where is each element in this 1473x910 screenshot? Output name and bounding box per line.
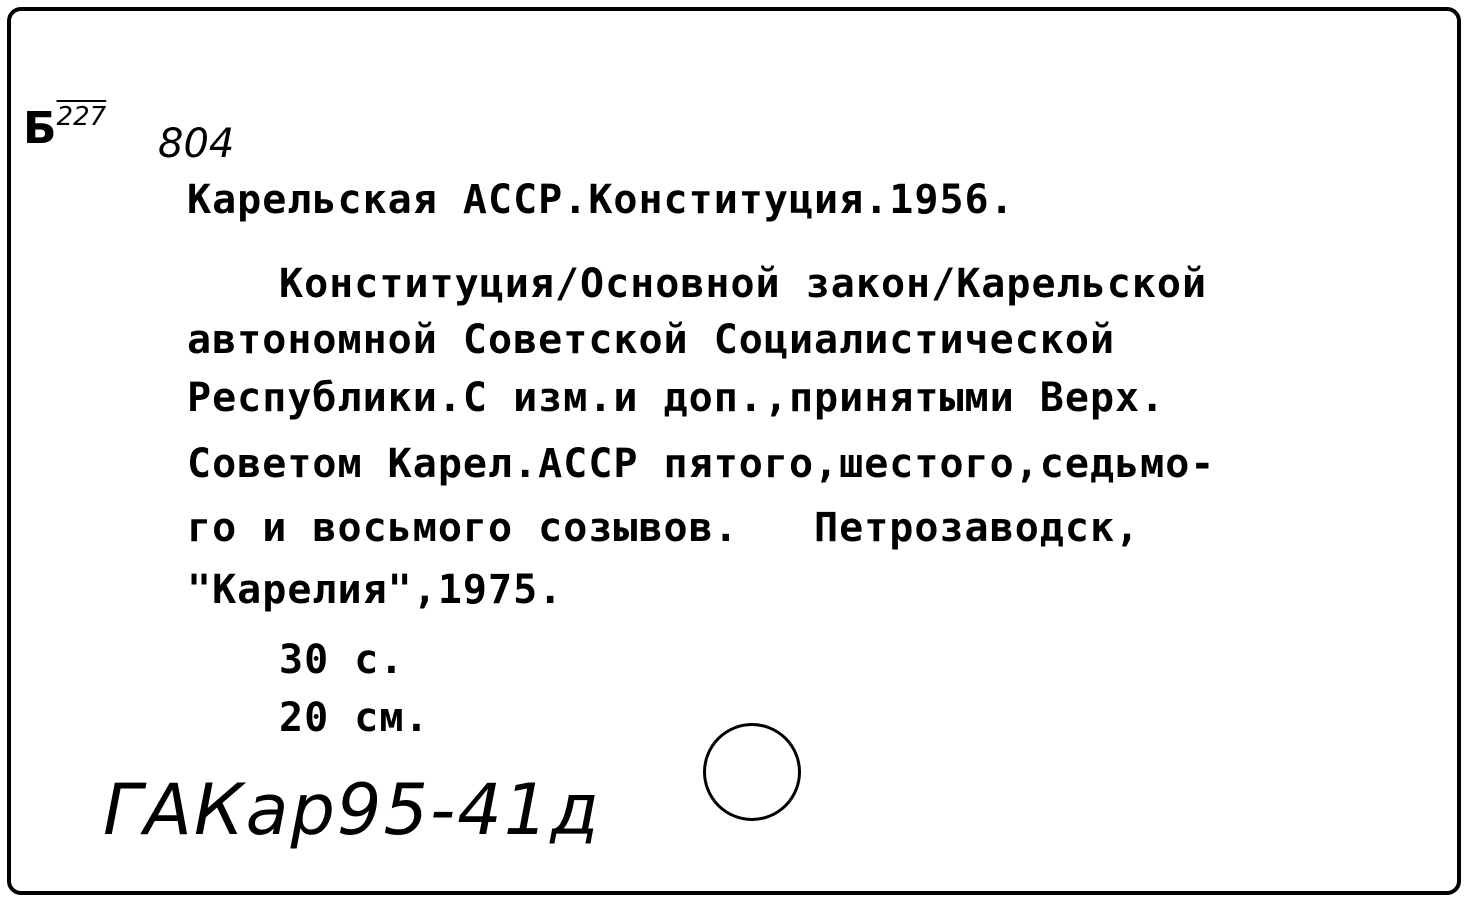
card-heading: Карельская АССР.Конституция.1956.	[187, 177, 1015, 223]
body-line-5: го и восьмого созывов. Петрозаводск,	[187, 505, 1141, 551]
call-number-top: 227	[56, 102, 107, 132]
call-number-prefix: Б	[23, 103, 57, 154]
body-line-6: "Карелия",1975.	[187, 567, 564, 613]
body-line-3: Республики.С изм.и доп.,принятыми Верх.	[187, 375, 1166, 421]
body-line-2: автономной Советской Социалистической	[187, 317, 1116, 363]
handwritten-note: ГАКар95-41д	[103, 769, 601, 851]
call-number	[23, 102, 235, 167]
card-size: 20 см.	[279, 695, 430, 741]
body-line-1: Конституция/Основной закон/Карельской	[279, 261, 1208, 307]
pages-count: 30 с.	[279, 637, 405, 683]
punch-hole-circle	[703, 723, 801, 821]
call-number-bottom: 804	[158, 121, 235, 167]
body-line-4: Советом Карел.АССР пятого,шестого,седьмо-	[187, 441, 1216, 487]
catalog-card	[7, 7, 1461, 895]
